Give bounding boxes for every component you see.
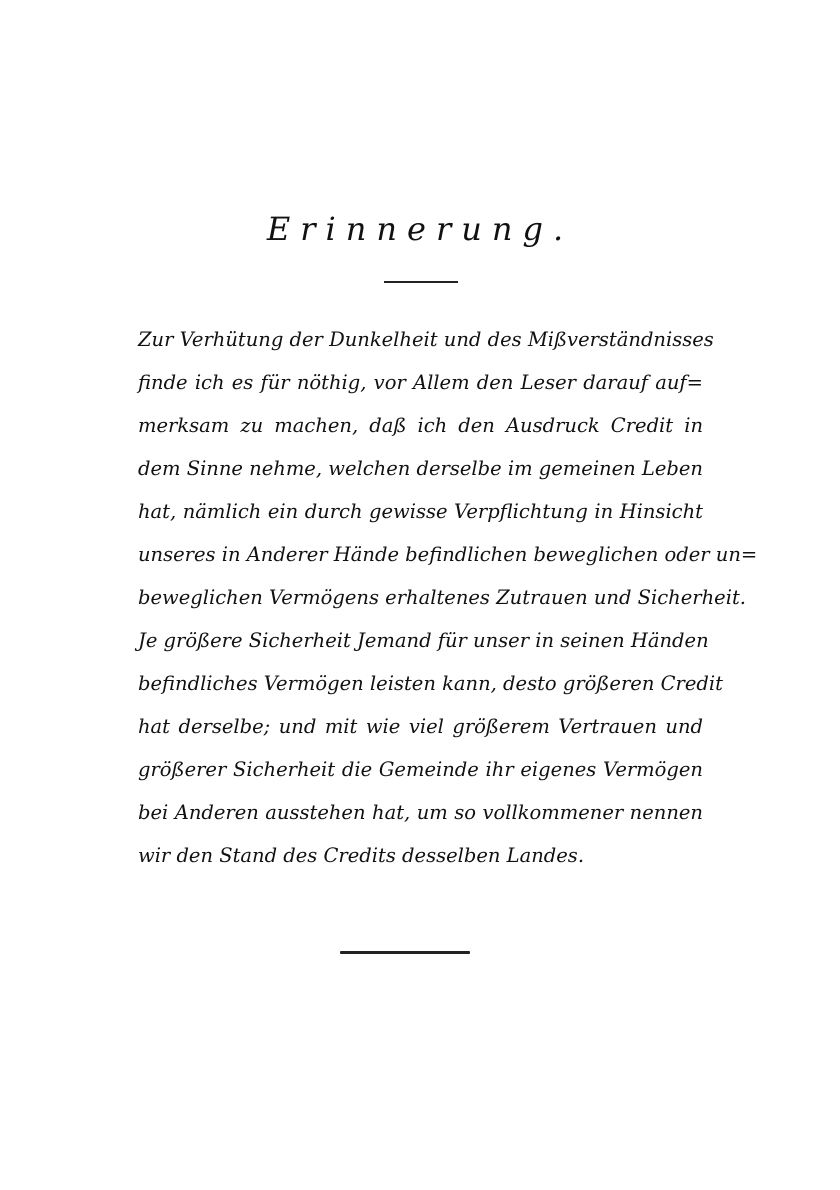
body-paragraph [138,318,758,877]
text-line: dem Sinne nehme, welchen derselbe im gemeinen Leben [138,457,703,480]
text-line: bei Anderen ausstehen hat, um so vollkommener nennen [138,801,703,824]
text-line: hat, nämlich ein durch gewisse Verpflichtung in Hinsicht [138,500,703,523]
text-line: merksam zu machen, daß ich den Ausdruck Credit in [138,414,703,437]
text-line: beweglichen Vermögens erhaltenes Zutrauen und Sicherheit. [138,586,746,609]
text-line: Je größere Sicherheit Jemand für unser in seinen Händen [138,629,709,652]
text-line: Zur Verhütung der Dunkelheit und des Mißverständnisses [138,328,714,351]
page-title: Erinnerung. [266,210,574,248]
text-line: finde ich es für nöthig, vor Allem den Leser darauf auf= [138,371,703,394]
end-ornament-rule [340,951,470,954]
text-line: wir den Stand des Credits desselben Landes. [138,844,585,867]
text-line: unseres in Anderer Hände befindlichen beweglichen oder un= [138,543,758,566]
text-line: hat derselbe; und mit wie viel größerem Vertrauen und [138,715,703,738]
text-line: befindliches Vermögen leisten kann, desto größeren Credit [138,672,723,695]
title-divider [384,281,458,283]
text-line: größerer Sicherheit die Gemeinde ihr eigenes Vermögen [138,758,703,781]
